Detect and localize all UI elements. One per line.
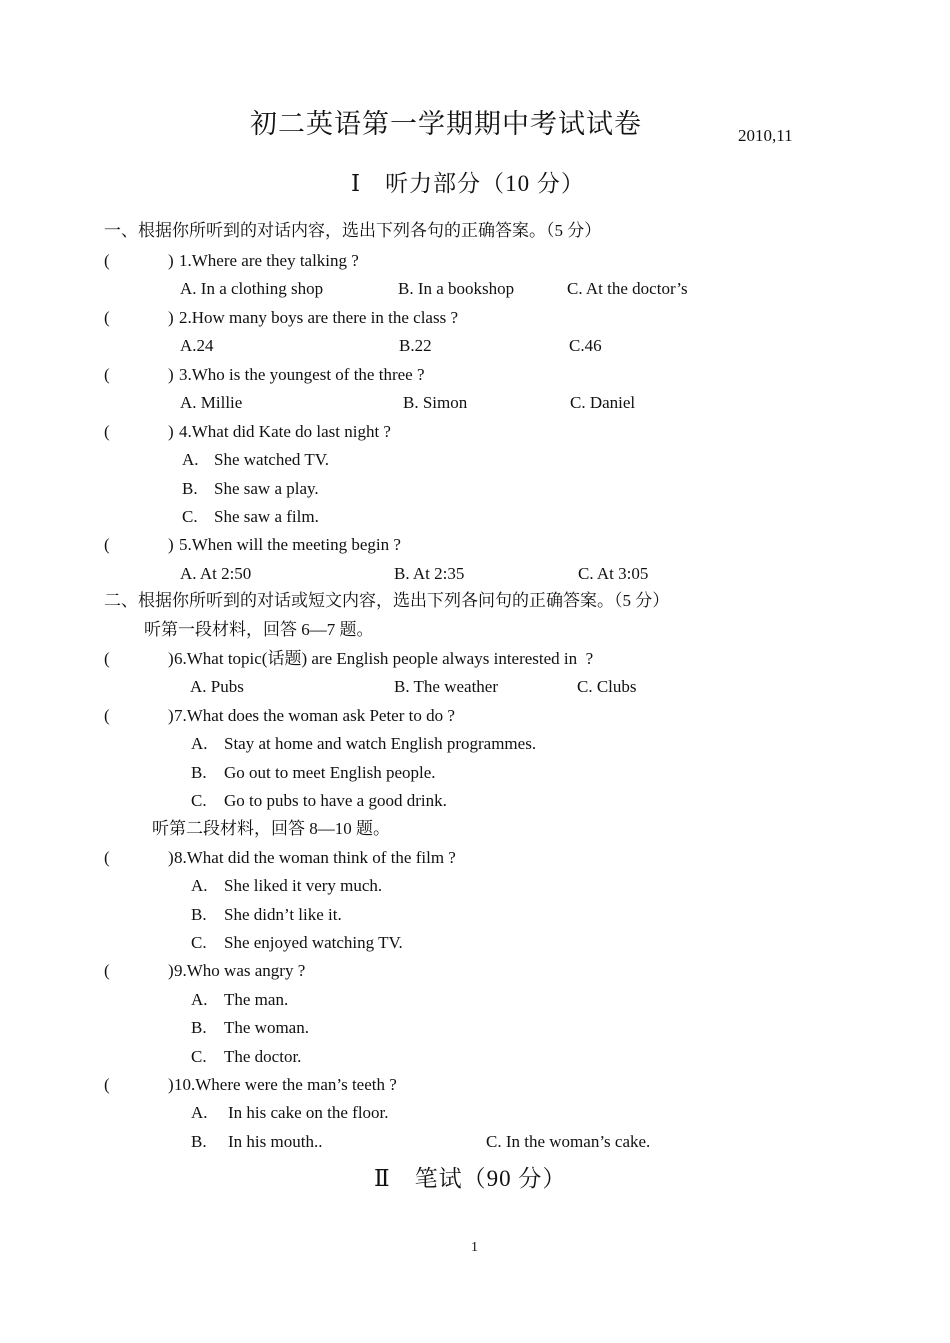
answer-paren-close: ): [168, 535, 174, 554]
exam-date: 2010,11: [738, 126, 793, 145]
answer-paren-close: ): [168, 1075, 174, 1094]
question-6: 6.What topic(话题) are English people always interested in ?: [174, 649, 594, 668]
q4-option-a-text: She watched TV.: [214, 450, 330, 469]
q8-option-a-text: She liked it very much.: [224, 876, 383, 895]
q4-option-c-letter: C.: [182, 507, 198, 526]
answer-paren-close: ): [168, 365, 174, 384]
q7-option-c-text: Go to pubs to have a good drink.: [224, 791, 447, 810]
answer-paren-open: (: [104, 308, 110, 327]
q4-option-b-letter: B.: [182, 479, 198, 498]
section-2-title: Ⅱ 笔试（90 分）: [374, 1166, 567, 1191]
q3-option-c: C. Daniel: [570, 393, 636, 412]
q8-option-b-letter: B.: [191, 905, 207, 924]
section-1-title: Ⅰ 听力部分（10 分）: [351, 171, 585, 196]
page-number: 1: [471, 1240, 478, 1255]
q4-option-b-text: She saw a play.: [214, 479, 319, 498]
question-4: 4.What did Kate do last night ?: [179, 422, 391, 441]
q5-option-c: C. At 3:05: [578, 564, 649, 583]
answer-paren-open: (: [104, 961, 110, 980]
q10-option-a-text: In his cake on the floor.: [228, 1103, 389, 1122]
answer-paren-open: (: [104, 649, 110, 668]
answer-paren-close: ): [168, 251, 174, 270]
question-9: 9.Who was angry ?: [174, 961, 306, 980]
q3-option-b: B. Simon: [403, 393, 468, 412]
q10-option-c-text: C. In the woman’s cake.: [486, 1132, 651, 1151]
question-3: 3.Who is the youngest of the three ?: [179, 365, 425, 384]
q2-option-b: B.22: [399, 336, 432, 355]
q7-option-b-letter: B.: [191, 763, 207, 782]
q7-option-b-text: Go out to meet English people.: [224, 763, 436, 782]
q4-option-c-text: She saw a film.: [214, 507, 319, 526]
q5-option-a: A. At 2:50: [180, 564, 252, 583]
q3-option-a: A. Millie: [180, 393, 243, 412]
q9-option-a-text: The man.: [224, 990, 289, 1009]
page-title: 初二英语第一学期期中考试试卷: [250, 109, 642, 139]
answer-paren-open: (: [104, 251, 110, 270]
q9-option-c-text: The doctor.: [224, 1047, 302, 1066]
material-2-note: 听第二段材料，回答 8—10 题。: [152, 819, 390, 838]
question-8: 8.What did the woman think of the film ?: [174, 848, 456, 867]
q9-option-c-letter: C.: [191, 1047, 207, 1066]
q8-option-c-letter: C.: [191, 933, 207, 952]
question-10: 10.Where were the man’s teeth ?: [174, 1075, 397, 1094]
question-2: 2.How many boys are there in the class ?: [179, 308, 458, 327]
q7-option-a-letter: A.: [191, 734, 208, 753]
answer-paren-close: ): [168, 848, 174, 867]
q7-option-c-letter: C.: [191, 791, 207, 810]
answer-paren-close: ): [168, 308, 174, 327]
q8-option-a-letter: A.: [191, 876, 208, 895]
question-1: 1.Where are they talking ?: [179, 251, 359, 270]
answer-paren-open: (: [104, 848, 110, 867]
q10-option-b-letter: B.: [191, 1132, 207, 1151]
q5-option-b: B. At 2:35: [394, 564, 465, 583]
q1-option-a: A. In a clothing shop: [180, 279, 324, 298]
q9-option-a-letter: A.: [191, 990, 208, 1009]
q1-option-b: B. In a bookshop: [398, 279, 515, 298]
q1-option-c: C. At the doctor’s: [567, 279, 688, 298]
q9-option-b-letter: B.: [191, 1018, 207, 1037]
answer-paren-open: (: [104, 1075, 110, 1094]
answer-paren-close: ): [168, 961, 174, 980]
q2-option-a: A.24: [180, 336, 214, 355]
q2-option-c: C.46: [569, 336, 602, 355]
q6-option-b: B. The weather: [394, 677, 499, 696]
q8-option-b-text: She didn’t like it.: [224, 905, 342, 924]
answer-paren-close: ): [168, 649, 174, 668]
answer-paren-close: ): [168, 706, 174, 725]
question-5: 5.When will the meeting begin ?: [179, 535, 401, 554]
q6-option-c: C. Clubs: [577, 677, 637, 696]
answer-paren-close: ): [168, 422, 174, 441]
material-1-note: 听第一段材料，回答 6—7 题。: [144, 620, 374, 639]
answer-paren-open: (: [104, 535, 110, 554]
part-2-instruction: 二、根据你所听到的对话或短文内容，选出下列各问句的正确答案。（5 分）: [104, 591, 670, 610]
answer-paren-open: (: [104, 365, 110, 384]
q10-option-a-letter: A.: [191, 1103, 208, 1122]
q7-option-a-text: Stay at home and watch English programmes.: [224, 734, 537, 753]
answer-paren-open: (: [104, 706, 110, 725]
part-1-instruction: 一、根据你所听到的对话内容，选出下列各句的正确答案。（5 分）: [104, 221, 602, 240]
question-7: 7.What does the woman ask Peter to do ?: [174, 706, 455, 725]
answer-paren-open: (: [104, 422, 110, 441]
q8-option-c-text: She enjoyed watching TV.: [224, 933, 403, 952]
q9-option-b-text: The woman.: [224, 1018, 309, 1037]
q10-option-b-text: In his mouth..: [228, 1132, 323, 1151]
q4-option-a-letter: A.: [182, 450, 199, 469]
q6-option-a: A. Pubs: [190, 677, 244, 696]
